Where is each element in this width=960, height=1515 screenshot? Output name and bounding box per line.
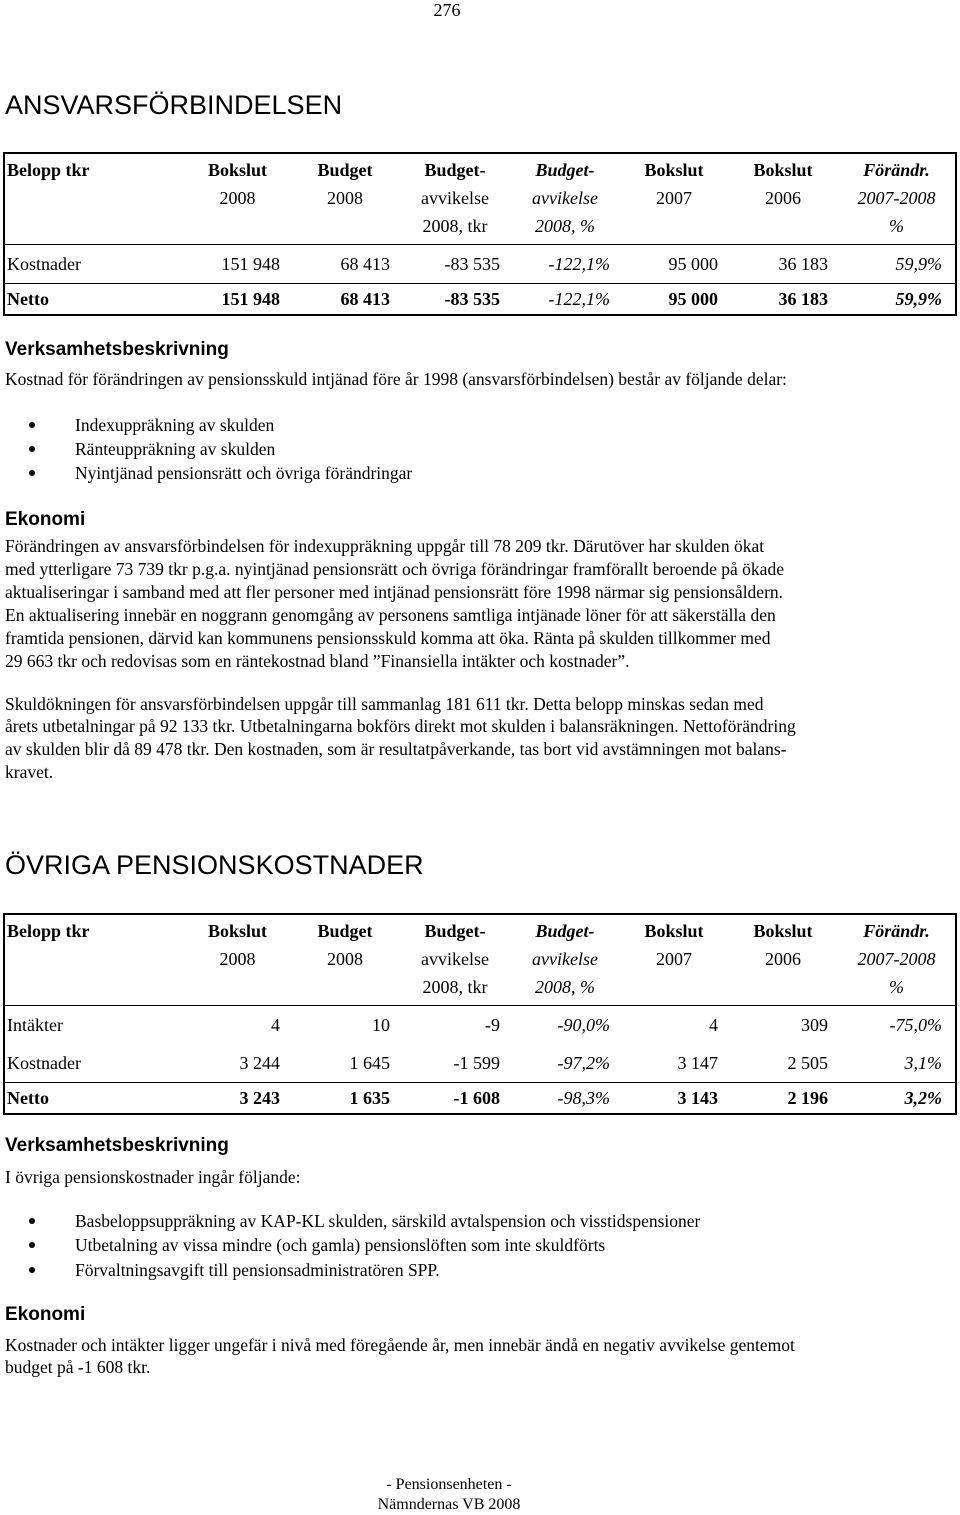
column-header-line: Förändr.	[863, 921, 930, 941]
row-label: Kostnader	[7, 1053, 81, 1073]
paragraph	[5, 1334, 795, 1378]
table-row	[5, 1082, 955, 1113]
column-header-line: Bokslut	[644, 921, 704, 941]
table-cell: 95 000	[668, 254, 718, 274]
column-header	[400, 156, 510, 244]
bullet-text: Basbeloppsuppräkning av KAP-KL skulden, särskild avtalspension och visstidspensioner	[75, 1210, 701, 1231]
table-row	[5, 245, 955, 283]
bullet-icon	[29, 422, 35, 428]
column-header-line: Belopp tkr	[7, 921, 90, 941]
column-header	[185, 917, 290, 1005]
column-header-line: %	[889, 216, 904, 236]
column-header	[620, 917, 728, 1005]
column-header	[510, 156, 620, 244]
table-cell: 4	[271, 1015, 280, 1035]
column-header-line: 2006	[765, 949, 801, 969]
column-header	[290, 156, 400, 244]
paragraph-line: En aktualisering innebär en noggrann genomgång av personens samtliga intjänade löner för att säkerställa den	[5, 604, 776, 625]
bullet-text: Ränteuppräkning av skulden	[75, 439, 276, 459]
bullet-text: Indexuppräkning av skulden	[75, 415, 275, 435]
table-cell: 59,9%	[895, 254, 942, 274]
column-header-line: Budget	[317, 921, 373, 941]
table-cell: -90,0%	[557, 1015, 610, 1035]
column-header-line: avvikelse	[421, 949, 489, 969]
table-row	[5, 283, 955, 314]
subheading-verksamhetsbeskrivning: Verksamhetsbeskrivning	[5, 1135, 229, 1156]
table-header-row	[5, 915, 955, 1006]
paragraph-line: Kostnader och intäkter ligger ungefär i nivå med föregående år, men innebär ändå en negativ avvikelse gentemot	[5, 1335, 795, 1355]
column-header	[620, 156, 728, 244]
column-header-line: 2008, tkr	[422, 216, 488, 236]
bullet-icon	[29, 1242, 35, 1248]
paragraph-line: av skulden blir då 89 478 tkr. Den kostnaden, som är resultatpåverkande, tas bort vid avstämningen mot balans-	[5, 738, 787, 759]
table-cell: 36 183	[778, 289, 828, 309]
paragraph-line: Förändringen av ansvarsförbindelsen för indexuppräkning uppgår till 78 209 tkr. Därutöver har skulden ökat	[5, 535, 765, 556]
column-header-line: 2006	[765, 188, 801, 208]
table-row	[5, 1006, 955, 1044]
table-cell: 151 948	[221, 289, 280, 309]
column-header-line: Budget	[317, 160, 373, 180]
bullet-item	[0, 461, 960, 485]
table-cell: -9	[485, 1015, 500, 1035]
table-cell: 3,1%	[904, 1053, 942, 1073]
column-header	[5, 917, 185, 1005]
paragraph-line: budget på -1 608 tkr.	[5, 1357, 151, 1377]
page-footer	[0, 1475, 898, 1515]
bullet-icon	[29, 1267, 35, 1273]
column-header-line: Bokslut	[644, 160, 704, 180]
table-cell: 68 413	[340, 254, 390, 274]
table-cell: 68 413	[340, 289, 390, 309]
bullet-icon	[29, 1218, 35, 1224]
table-cell: 3,2%	[904, 1088, 942, 1108]
bullet-item	[0, 1258, 960, 1283]
bullet-icon	[29, 470, 35, 476]
bullet-text: Nyintjänad pensionsrätt och övriga förändringar	[75, 463, 413, 483]
table-cell: -122,1%	[548, 254, 610, 274]
paragraph-line: med ytterligare 73 739 tkr p.g.a. nyintjänad pensionsrätt och övriga förändringar framförallt beroende på ökade	[5, 558, 784, 579]
table-cell: -98,3%	[557, 1088, 610, 1108]
table-cell: 59,9%	[895, 289, 942, 309]
paragraph-line: framtida pensionen, därvid kan kommunens pensionsskuld komma att öka. Ränta på skulden tillkommer med	[5, 627, 771, 648]
paragraph-line: Skuldökningen för ansvarsförbindelsen uppgår till sammanlag 181 611 tkr. Detta belopp minskas sedan med	[5, 693, 764, 714]
subheading-ekonomi: Ekonomi	[5, 509, 86, 530]
column-header-line: Budget-	[424, 921, 486, 941]
table-cell: 3 244	[239, 1053, 280, 1073]
column-header-line: Bokslut	[753, 160, 813, 180]
column-header-line: %	[889, 977, 904, 997]
bullet-item	[0, 1209, 960, 1234]
ansvarsforbindelsen-table	[3, 152, 957, 316]
bullet-item	[0, 413, 960, 437]
column-header	[838, 917, 955, 1005]
row-label: Intäkter	[7, 1015, 63, 1035]
column-header-line: Budget-	[424, 160, 486, 180]
table-cell: 1 635	[349, 1088, 390, 1108]
column-header-line: Bokslut	[207, 160, 268, 180]
table-cell: 2 196	[787, 1088, 828, 1108]
table-cell: 36 183	[778, 254, 828, 274]
bullet-icon	[29, 446, 35, 452]
column-header-line: Budget-	[535, 160, 595, 180]
column-header-line: 2008	[219, 949, 256, 969]
column-header-line: Belopp tkr	[7, 160, 90, 180]
column-header-line: 2007-2008	[857, 188, 936, 208]
table-cell: -83 535	[444, 289, 500, 309]
page-number: 276	[433, 0, 461, 20]
table-cell: 3 147	[677, 1053, 718, 1073]
subheading-ekonomi: Ekonomi	[5, 1304, 86, 1325]
row-label: Netto	[7, 1088, 49, 1108]
column-header-line: 2008, %	[535, 216, 595, 236]
section-title-ansvarsforbindelsen: ANSVARSFÖRBINDELSEN	[5, 90, 343, 120]
column-header	[290, 917, 400, 1005]
bullet-item	[0, 1233, 960, 1258]
column-header	[5, 156, 185, 244]
paragraph-line: kravet.	[5, 761, 54, 782]
paragraph-line: årets utbetalningar på 92 133 tkr. Utbetalningarna bokförs direkt mot skulden i balansräkningen. Nettoförändring	[5, 716, 796, 737]
table-row	[5, 1044, 955, 1082]
table-cell: -83 535	[444, 254, 500, 274]
column-header	[838, 156, 955, 244]
column-header-line: Budget-	[535, 921, 595, 941]
column-header-line: 2008, tkr	[422, 977, 488, 997]
column-header-line: 2008, %	[535, 977, 595, 997]
column-header-line: avvikelse	[532, 949, 598, 969]
bullet-item	[0, 437, 960, 461]
intro-text: I övriga pensionskostnader ingår följande:	[5, 1166, 301, 1187]
column-header-line: avvikelse	[532, 188, 598, 208]
table-cell: -75,0%	[889, 1015, 942, 1035]
column-header	[510, 917, 620, 1005]
table-cell: 1 645	[349, 1053, 390, 1073]
table-cell: 95 000	[668, 289, 718, 309]
ovriga-pensionskostnader-table	[3, 913, 957, 1115]
table-cell: 3 243	[239, 1088, 280, 1108]
footer-department: - Pensionsenheten -	[386, 1476, 512, 1493]
row-label: Netto	[7, 289, 49, 309]
bullet-list	[0, 1209, 960, 1283]
table-header-row	[5, 154, 955, 245]
column-header	[400, 917, 510, 1005]
column-header-line: 2007	[656, 188, 692, 208]
table-cell: 3 143	[677, 1088, 718, 1108]
column-header-line: 2008	[327, 188, 363, 208]
column-header-line: 2007	[656, 949, 692, 969]
table-cell: -122,1%	[548, 289, 610, 309]
table-cell: 309	[801, 1015, 828, 1035]
paragraph-line: 29 663 tkr och redovisas som en räntekostnad bland ”Finansiella intäkter och kostnader”.	[5, 650, 630, 671]
bullet-list	[0, 413, 960, 485]
column-header-line: 2008	[219, 188, 256, 208]
table-cell: -97,2%	[557, 1053, 610, 1073]
paragraph	[5, 535, 784, 673]
bullet-text: Utbetalning av vissa mindre (och gamla) pensionslöften som inte skuldförts	[75, 1235, 606, 1256]
column-header-line: Bokslut	[207, 921, 268, 941]
column-header	[185, 156, 290, 244]
column-header-line: avvikelse	[421, 188, 489, 208]
table-cell: -1 608	[453, 1088, 500, 1108]
column-header-line: 2008	[327, 949, 363, 969]
column-header-line: 2007-2008	[857, 949, 936, 969]
intro-text: Kostnad för förändringen av pensionsskuld intjänad före år 1998 (ansvarsförbindelsen) består av följande delar:	[5, 369, 787, 389]
subheading-verksamhetsbeskrivning: Verksamhetsbeskrivning	[5, 339, 229, 360]
column-header-line: Bokslut	[753, 921, 813, 941]
table-cell: 151 948	[221, 254, 280, 274]
paragraph-line: aktualiseringar i samband med att fler personer med intjänad pensionsrätt före 1998 närmar sig pensionsåldern.	[5, 581, 784, 602]
section-title-ovriga-pensionskostnader: ÖVRIGA PENSIONSKOSTNADER	[5, 850, 424, 880]
column-header	[728, 917, 838, 1005]
footer-report-name: Nämndernas VB 2008	[377, 1496, 521, 1513]
bullet-text: Förvaltningsavgift till pensionsadministratören SPP.	[75, 1259, 440, 1280]
table-cell: 10	[372, 1015, 390, 1035]
paragraph	[5, 693, 796, 784]
column-header	[728, 156, 838, 244]
table-cell: -1 599	[453, 1053, 500, 1073]
row-label: Kostnader	[7, 254, 81, 274]
table-cell: 4	[709, 1015, 718, 1035]
column-header-line: Förändr.	[863, 160, 930, 180]
table-cell: 2 505	[787, 1053, 828, 1073]
